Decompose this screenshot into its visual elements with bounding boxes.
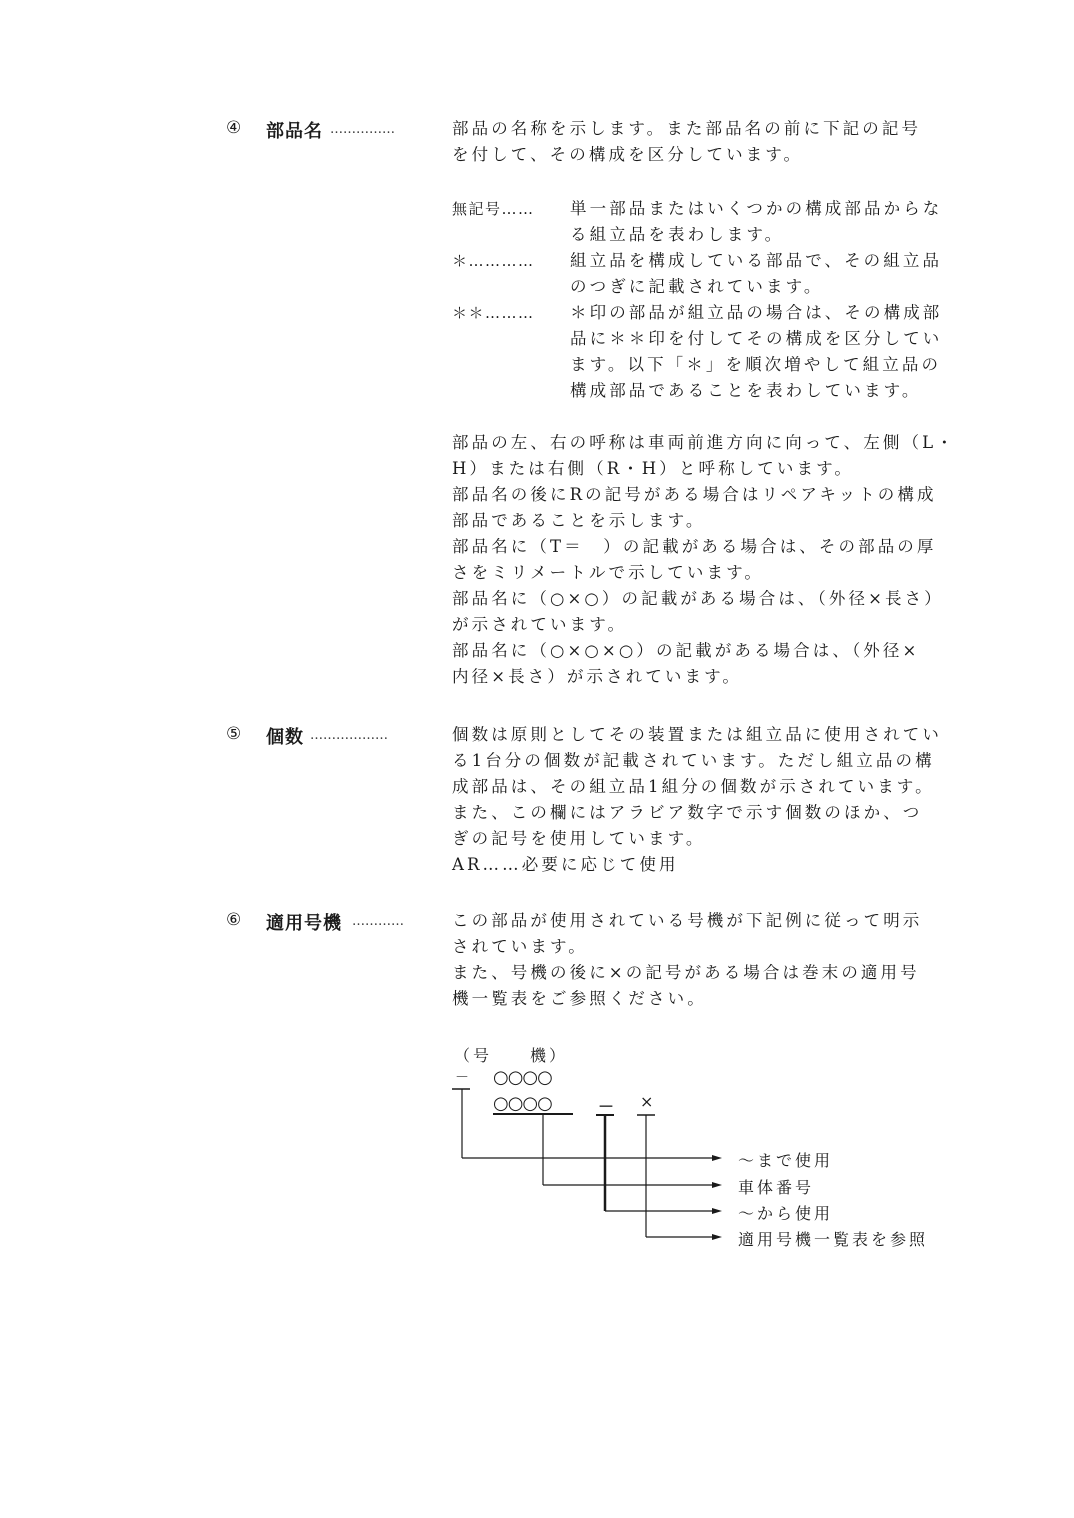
callout-see-table: 適用号機一覧表を参照 (738, 1230, 929, 1249)
text-line: 個数は原則としてその装置または組立品に使用されてい (452, 725, 942, 744)
text-line: を付して、その構成を区分しています。 (452, 145, 804, 164)
text-line: 単一部品またはいくつかの構成部品からな (570, 199, 943, 218)
diagram-row1-prefix: － (455, 1070, 472, 1086)
section-4-number: ④ (226, 118, 242, 138)
callout-body-number: 車体番号 (738, 1178, 815, 1197)
symbol-label: 無記号…… (452, 200, 535, 218)
text-line: 部品の左、右の呼称は車両前進方向に向って、左側（L・ (452, 433, 956, 452)
text-line: 部品名に（○×○×○）の記載がある場合は、（外径× (452, 641, 920, 660)
text-line: 部品名に（○×○）の記載がある場合は、（外径×長さ） (452, 589, 944, 608)
text-line: 部品名に（T＝ ）の記載がある場合は、その部品の厚 (452, 537, 937, 556)
text-line: 成部品は、その組立品1組分の個数が示されています。 (452, 777, 935, 796)
section-6-number: ⑥ (226, 910, 242, 930)
diagram-row1-value: ○○○○ (493, 1067, 552, 1088)
text-line: また、この欄にはアラビア数字で示す個数のほか、つ (452, 803, 923, 822)
text-line: H）または右側（R・H）と呼称しています。 (452, 459, 854, 478)
callout-from: ～から使用 (738, 1204, 834, 1223)
text-line: AR……必要に応じて使用 (452, 855, 679, 874)
section-6-leader: ………… (352, 914, 404, 929)
text-line: また、号機の後に×の記号がある場合は巻末の適用号 (452, 963, 920, 982)
section-5-leader: ……………… (310, 728, 388, 743)
symbol-label: ＊………… (452, 252, 535, 270)
text-line: ＊印の部品が組立品の場合は、その構成部 (570, 303, 943, 322)
text-line: る組立品を表わします。 (570, 225, 785, 244)
symbol-label: ＊＊……… (452, 304, 535, 322)
text-line: この部品が使用されている号機が下記例に従って明示 (452, 911, 923, 930)
text-line: ます。以下「＊」を順次増やして組立品の (570, 355, 942, 374)
diagram-row2-value: ○○○○ (493, 1093, 552, 1114)
text-line: ぎの記号を使用しています。 (452, 829, 706, 848)
text-line: のつぎに記載されています。 (570, 277, 824, 296)
text-line: 内径×長さ）が示されています。 (452, 667, 743, 686)
text-line: さをミリメートルで示しています。 (452, 563, 764, 582)
text-line: 機一覧表をご参照ください。 (452, 989, 707, 1008)
diagram-row2-dash: － (598, 1097, 618, 1116)
text-line: が示されています。 (452, 615, 628, 634)
text-line: 部品の名称を示します。また部品名の前に下記の記号 (452, 119, 922, 138)
text-line: 部品名の後にRの記号がある場合はリペアキットの構成 (452, 485, 937, 504)
text-line: 組立品を構成している部品で、その組立品 (570, 251, 943, 270)
section-4-leader: …………… (330, 122, 395, 137)
diagram-row2-cross: × (640, 1092, 657, 1111)
text-line: 構成部品であることを表わしています。 (570, 381, 922, 400)
section-5-heading: 個数 (266, 727, 304, 748)
text-line: されています。 (452, 937, 588, 956)
diagram-header: （号 機） (454, 1046, 569, 1065)
section-4-heading: 部品名 (266, 121, 323, 142)
text-line: 品に＊＊印を付してその構成を区分してい (570, 329, 943, 348)
callout-until: ～まで使用 (738, 1151, 834, 1170)
section-5-number: ⑤ (226, 724, 242, 744)
text-line: 部品であることを示します。 (452, 511, 706, 530)
text-line: る1台分の個数が記載されています。ただし組立品の構 (452, 751, 935, 770)
section-6-heading: 適用号機 (266, 913, 342, 934)
